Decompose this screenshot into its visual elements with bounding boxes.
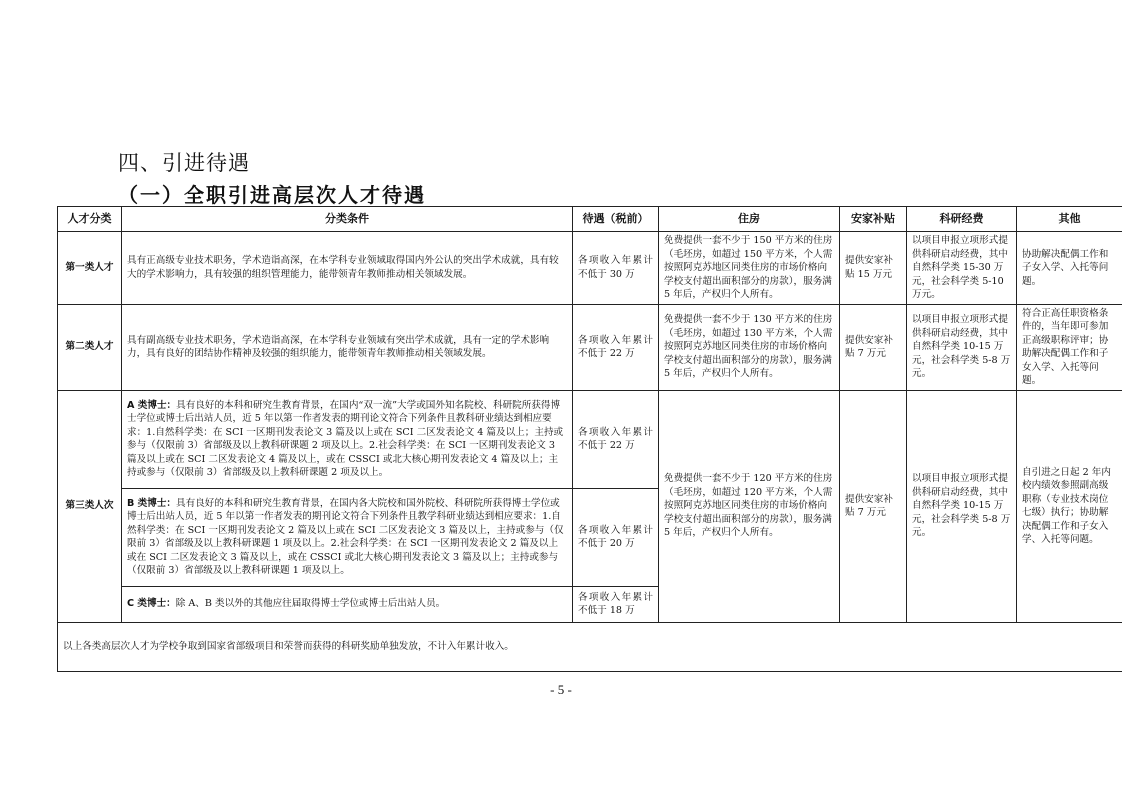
doctor-c-text: 除 A、B 类以外的其他应往届取得博士学位或博士后出站人员。 <box>175 598 446 610</box>
housing-cell: 免费提供一套不少于 130 平方米的住房（毛坯房，如超过 130 平方米，个人需按照阿克苏地区同类住房的市场价格向学校支付超出面积部分的房款），服务满 5 年后，产权归个人所有。 <box>659 304 840 390</box>
pay-cell: 各项收入年累计不低于 18 万 <box>573 586 659 622</box>
other-cell: 符合正高任职资格条件的，当年即可参加正高级职称评审；协助解决配偶工作和子女入学、入托等问题。 <box>1017 304 1122 390</box>
category-cell: 第一类人才 <box>58 232 122 305</box>
pay-cell: 各项收入年累计不低于 22 万 <box>573 304 659 390</box>
housing-cell: 免费提供一套不少于 150 平方米的住房（毛坯房，如超过 150 平方米，个人需按照阿克苏地区同类住房的市场价格向学校支付超出面积部分的房款），服务满 5 年后，产权归个人所有。 <box>659 232 840 305</box>
allowance-cell: 提供安家补贴 7 万元 <box>840 304 907 390</box>
section-subheading: （一）全职引进高层次人才待遇 <box>118 183 426 207</box>
allowance-cell: 提供安家补贴 15 万元 <box>840 232 907 305</box>
category-cell: 第二类人才 <box>58 304 122 390</box>
doctor-b-text: 具有良好的本科和研究生教育背景，在国内各大院校和国外院校、科研院所获得博士学位或博士后出站人员，近 5 年以第一作者发表的期刊论文符合下列条件且教学科研业绩达到相应要求：1.自然科学类：在 SCI 一区期刊发表论文 2 篇及以上或在 SCI 二区发表论文 3 篇及以上，主持或参与（仅限前 3）省部级及以上教科研课题 1 项及以上。2.社会科学类：在 SCI 一区期刊发表论文 2 篇及以上或在 SCI 二区发表论文 3 篇及以上，或在 CSSCI 或北大核心期刊发表论文 3 篇及以上；主持或参与（仅限前 3）省部级及以上教科研课题 1 项及以上。 <box>127 497 564 576</box>
research-cell: 以项目申报立项形式提供科研启动经费，其中自然科学类 15-30 万元，社会科学类 5-10 万元。 <box>907 232 1017 305</box>
research-cell: 以项目申报立项形式提供科研启动经费，其中自然科学类 10-15 万元，社会科学类 5-8 万元。 <box>907 390 1017 622</box>
condition-cell: 具有副高级专业技术职务，学术造诣高深，在本学科专业领域有突出学术成就，具有一定的学术影响力，具有良好的团结协作精神及较强的组织能力，能带领青年教师推动相关领域发展。 <box>122 304 573 390</box>
allowance-cell: 提供安家补贴 7 万元 <box>840 390 907 622</box>
doctor-b-label: B 类博士： <box>127 497 177 509</box>
header-housing: 住房 <box>659 207 840 232</box>
table-row <box>58 390 1122 488</box>
header-pay: 待遇（税前） <box>573 207 659 232</box>
table-row <box>58 232 1122 305</box>
pay-cell: 各项收入年累计不低于 30 万 <box>573 232 659 305</box>
page-number: - 5 - <box>550 682 572 697</box>
header-category: 人才分类 <box>58 207 122 232</box>
doctor-a-label: A 类博士： <box>127 399 177 411</box>
table-footnote-row <box>58 622 1122 671</box>
section-heading: 四、引进待遇 <box>118 151 250 175</box>
condition-cell-c <box>122 586 573 622</box>
header-condition: 分类条件 <box>122 207 573 232</box>
condition-cell-b <box>122 488 573 586</box>
header-other: 其他 <box>1017 207 1122 232</box>
doctor-a-text: 具有良好的本科和研究生教育背景，在国内“双一流”大学或国外知名院校、科研院所获得博士学位或博士后出站人员，近 5 年以第一作者发表的期刊论文符合下列条件且教科研业绩达到相应要求：1.自然科学类：在 SCI 一区期刊发表论文 3 篇及以上或在 SCI 二区发表论文 4 篇及以上；主持或参与（仅限前 3）省部级及以上教科研课题 2 项及以上。2.社会科学类：在 SCI 一区期刊发表论文 3 篇及以上或在 SCI 二区发表论文 4 篇及以上，或在 CSSCI 或北大核心期刊发表论文 4 篇及以上；主持或参与（仅限前 3）省部级及以上教科研课题 2 项及以上。 <box>127 399 564 478</box>
condition-cell-a <box>122 390 573 488</box>
condition-cell: 具有正高级专业技术职务，学术造诣高深，在本学科专业领域取得国内外公认的突出学术成就，具有较大的学术影响力，具有较强的组织管理能力，能带领青年教师推动相关领域发展。 <box>122 232 573 305</box>
header-research: 科研经费 <box>907 207 1017 232</box>
pay-cell: 各项收入年累计不低于 20 万 <box>573 488 659 586</box>
pay-cell: 各项收入年累计不低于 22 万 <box>573 390 659 488</box>
table-row <box>58 304 1122 390</box>
table-header-row <box>58 207 1122 232</box>
table-footnote: 以上各类高层次人才为学校争取到国家省部级项目和荣誉而获得的科研奖励单独发放，不计入年累计收入。 <box>58 622 1122 671</box>
header-allowance: 安家补贴 <box>840 207 907 232</box>
research-cell: 以项目申报立项形式提供科研启动经费，其中自然科学类 10-15 万元，社会科学类 5-8 万元。 <box>907 304 1017 390</box>
housing-cell: 免费提供一套不少于 120 平方米的住房（毛坯房，如超过 120 平方米，个人需按照阿克苏地区同类住房的市场价格向学校支付超出面积部分的房款），服务满 5 年后，产权归个人所有。 <box>659 390 840 622</box>
other-cell: 自引进之日起 2 年内校内绩效参照副高级职称（专业技术岗位七级）执行；协助解决配偶工作和子女入学、入托等问题。 <box>1017 390 1122 622</box>
talent-benefits-table <box>57 206 1122 672</box>
other-cell: 协助解决配偶工作和子女入学、入托等问题。 <box>1017 232 1122 305</box>
category-cell: 第三类人次 <box>58 390 122 622</box>
doctor-c-label: C 类博士： <box>127 598 176 610</box>
